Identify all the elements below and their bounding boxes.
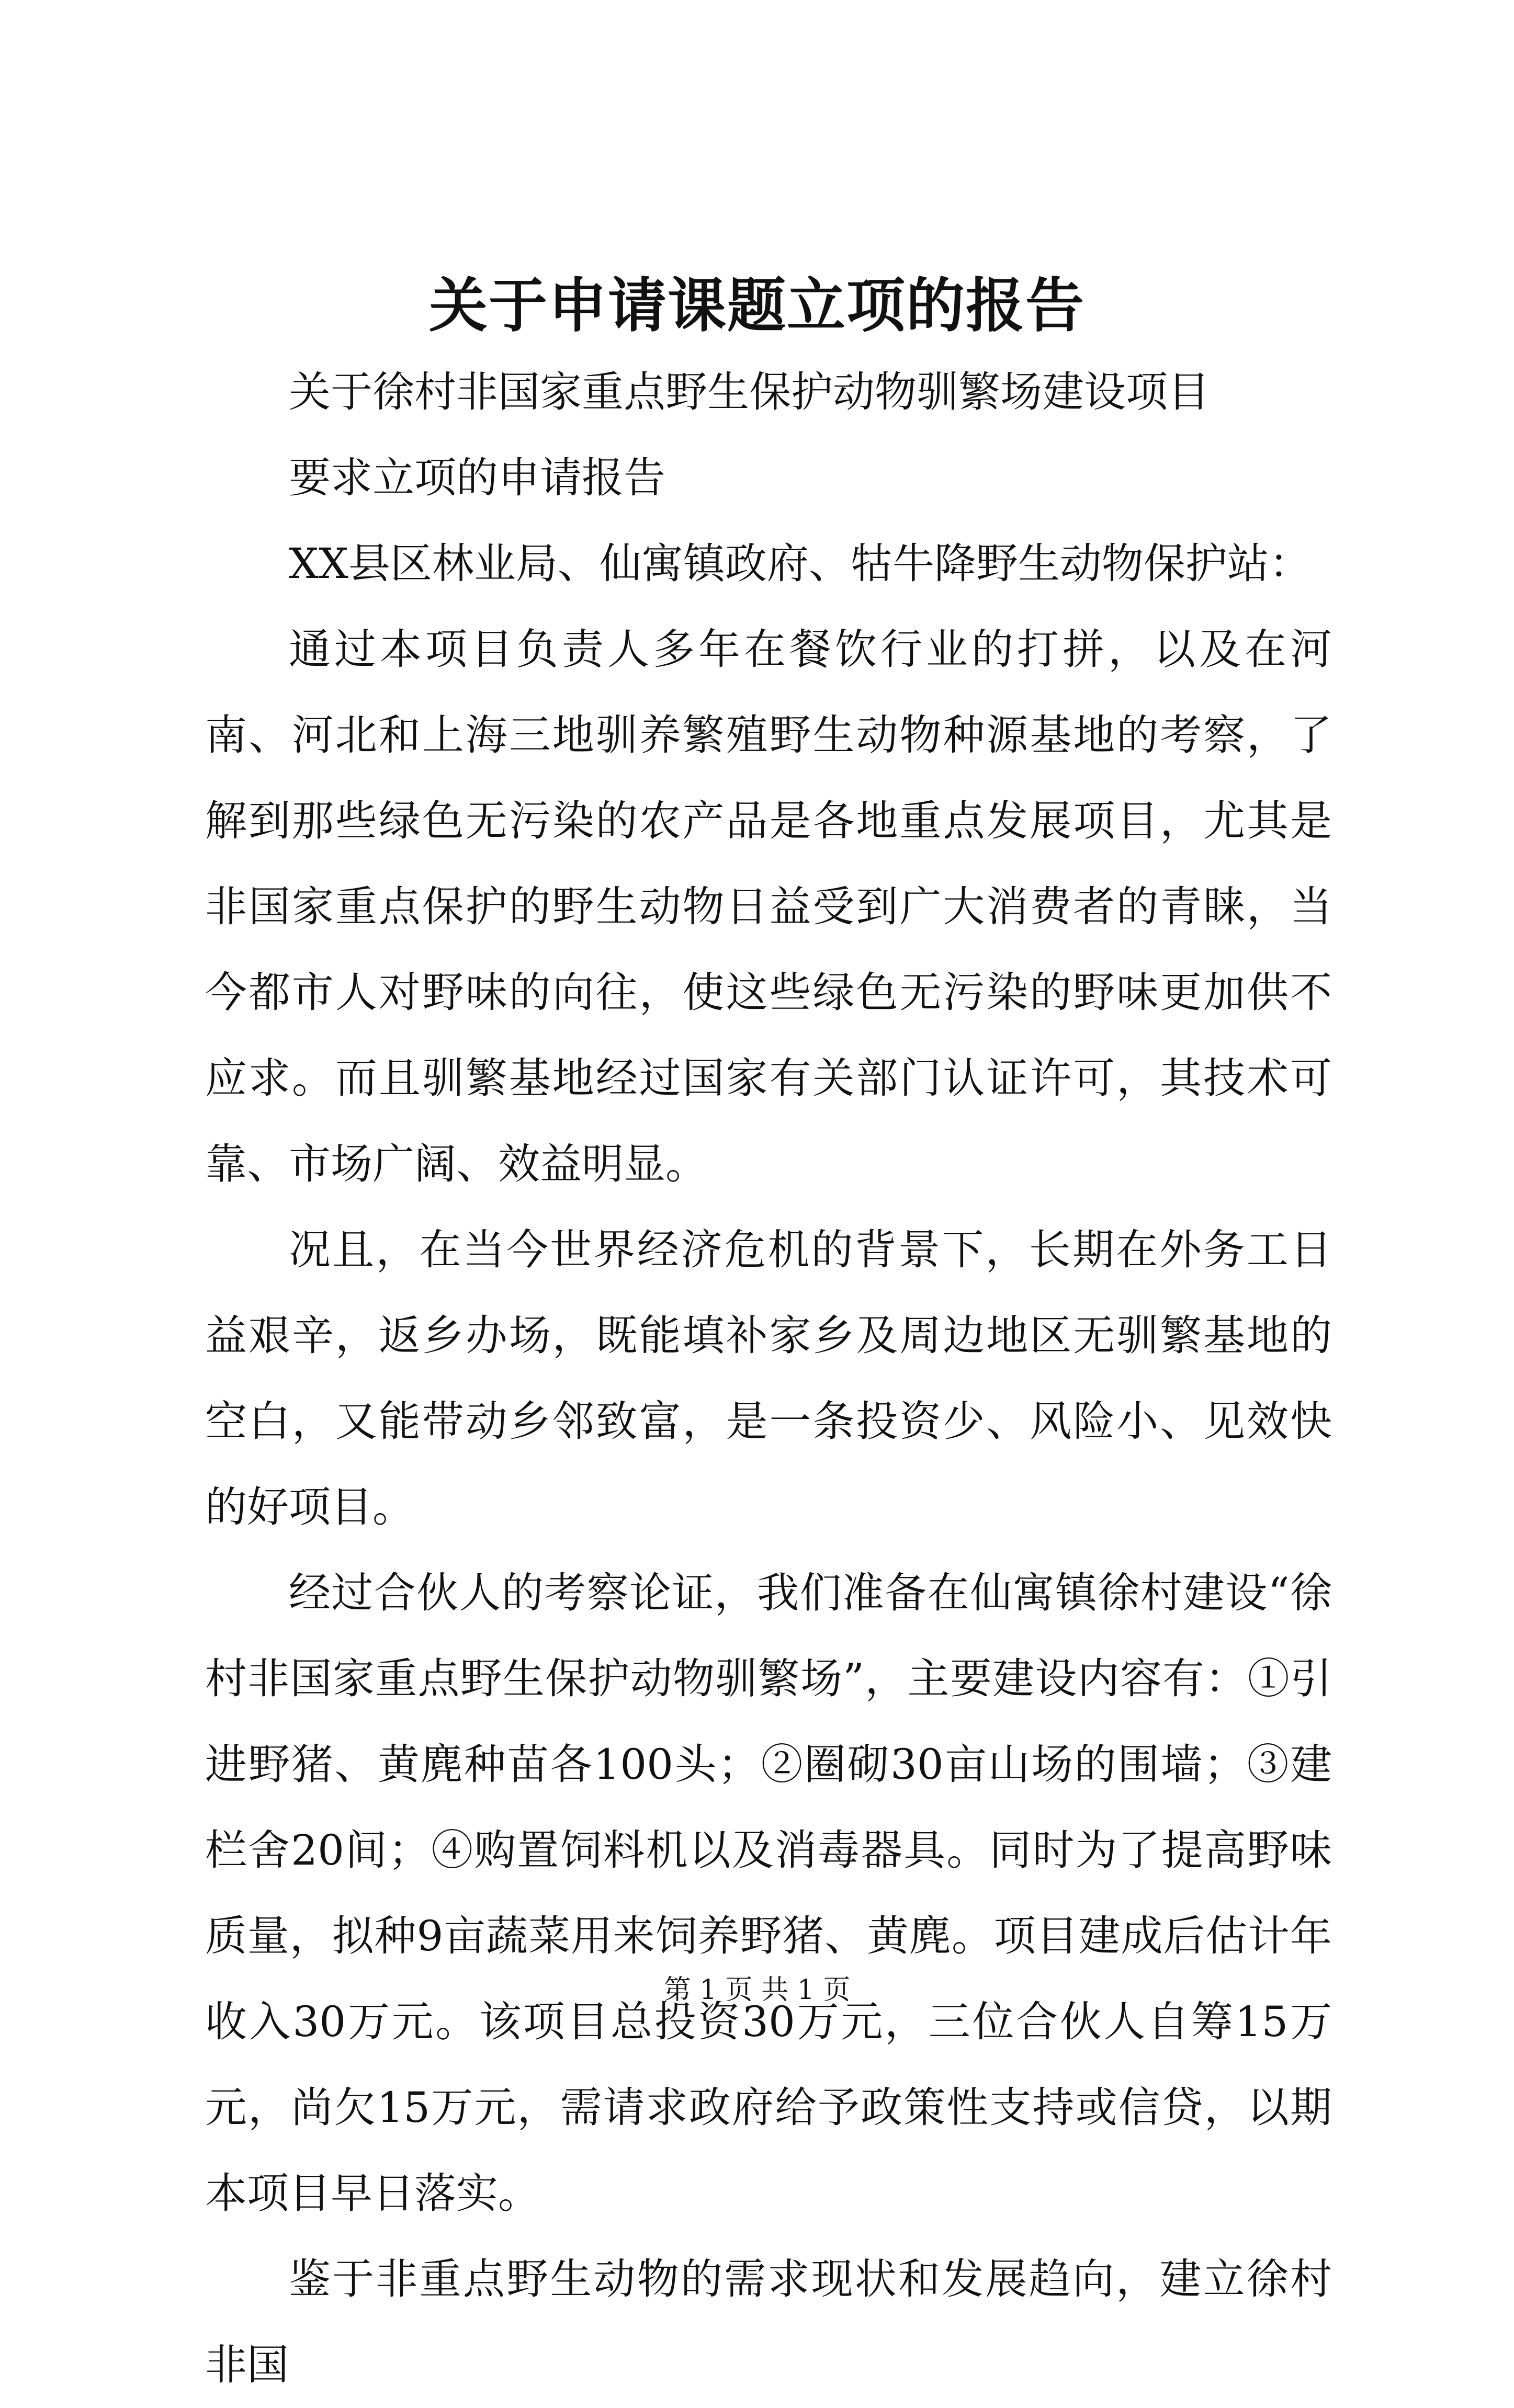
document-body	[205, 349, 1332, 2408]
paragraph-background: 通过本项目负责人多年在餐饮行业的打拼，以及在河南、河北和上海三地驯养繁殖野生动物种源基地的考察，了解到那些绿色无污染的农产品是各地重点发展项目，尤其是非国家重点保护的野生动物日益受到广大消费者的青睐，当今都市人对野味的向往，使这些绿色无污染的野味更加供不应求。而且驯繁基地经过国家有关部门认证许可，其技术可靠、市场广阔、效益明显。	[205, 625, 1332, 1188]
page-number: 第 1 页 共 1 页	[663, 1974, 851, 2006]
salutation: XX县区林业局、仙寓镇政府、牯牛降野生动物保护站：	[289, 539, 1311, 588]
paragraph-context: 况且，在当今世界经济危机的背景下，长期在外务工日益艰辛，返乡办场，既能填补家乡及周边地区无驯繁基地的空白，又能带动乡邻致富，是一条投资少、风险小、见效快的好项目。	[205, 1225, 1332, 1531]
document-title: 关于申请课题立项的报告	[429, 271, 1085, 340]
subtitle-line-2: 要求立项的申请报告	[289, 453, 665, 502]
paragraph-plan: 经过合伙人的考察论证，我们准备在仙寓镇徐村建设“徐村非国家重点野生保护动物驯繁场”，主要建设内容有：①引进野猪、黄麂种苗各100头；②圈砌30亩山场的围墙；③建栏舍20间；④购置饲料机以及消毒器具。同时为了提高野味质量，拟种9亩蔬菜用来饲养野猪、黄麂。项目建成后估计年收入30万元。该项目总投资30万元，三位合伙人自筹15万元，尚欠15万元，需请求政府给予政策性支持或信贷，以期本项目早日落实。	[205, 1569, 1332, 2218]
subtitle-line-1: 关于徐村非国家重点野生保护动物驯繁场建设项目	[289, 368, 1210, 416]
paragraph-conclusion: 鉴于非重点野生动物的需求现状和发展趋向，建立徐村非国	[205, 2255, 1332, 2389]
